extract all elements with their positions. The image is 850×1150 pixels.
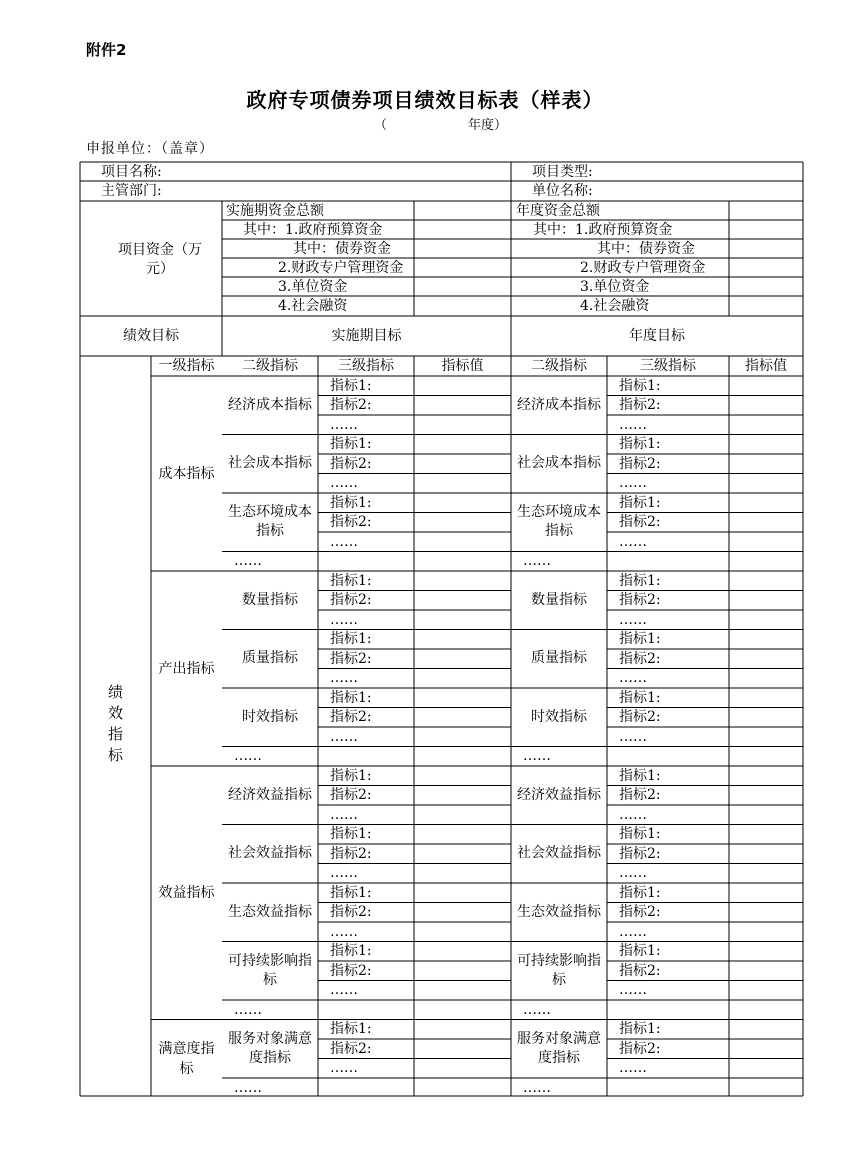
- annual-level3-header: 三级指标: [640, 357, 696, 374]
- ellipsis-cell: ……: [330, 982, 358, 999]
- annual-level2-cell: 经济效益指标: [517, 786, 601, 803]
- annual-level2-cell: 可持续影响指标: [517, 952, 601, 988]
- period-indicator-cell: 指标1:: [330, 1021, 372, 1038]
- period-level2-cell: 质量指标: [242, 650, 298, 667]
- year-open-paren: （: [374, 118, 388, 133]
- annual-indicator-cell: 指标1:: [619, 631, 661, 648]
- period-special-account-label: 2.财政专户管理资金: [278, 259, 404, 276]
- annual-indicator-cell: 指标2:: [619, 962, 661, 979]
- period-indicator-cell: 指标2:: [330, 650, 372, 667]
- project-type-label: 项目类型:: [532, 164, 593, 180]
- performance-indicators-label: 绩效指标: [106, 684, 124, 768]
- level1-cell: 效益指标: [158, 884, 215, 901]
- period-indicator-cell: 指标1:: [330, 884, 372, 901]
- annual-level2-cell: 服务对象满意度指标: [517, 1030, 601, 1066]
- period-level2-header: 二级指标: [242, 357, 298, 374]
- period-indicator-cell: 指标2:: [330, 455, 372, 472]
- reporting-unit-label: 申报单位：（盖章）: [86, 141, 214, 157]
- ellipsis-cell: ……: [619, 533, 647, 550]
- annual-indicator-cell: 指标2:: [619, 650, 661, 667]
- ellipsis-cell: ……: [619, 728, 647, 745]
- annual-level2-cell: 质量指标: [531, 650, 587, 667]
- period-indicator-cell: 指标2:: [330, 397, 372, 414]
- period-indicator-cell: 指标2:: [330, 962, 372, 979]
- ellipsis-cell: ……: [330, 533, 358, 550]
- period-level2-cell: 社会成本指标: [228, 455, 312, 472]
- annual-indicator-cell: 指标2:: [619, 709, 661, 726]
- period-group-ellipsis: ……: [234, 1079, 262, 1096]
- period-level2-cell: 生态效益指标: [228, 903, 312, 920]
- annual-indicator-cell: 指标2:: [619, 787, 661, 804]
- period-level2-cell: 生态环境成本指标: [228, 504, 312, 540]
- ellipsis-cell: ……: [330, 728, 358, 745]
- annual-indicator-cell: 指标1:: [619, 1021, 661, 1038]
- period-group-ellipsis: ……: [234, 748, 262, 765]
- period-indicator-cell: 指标1:: [330, 767, 372, 784]
- period-level2-cell: 数量指标: [242, 591, 298, 608]
- period-level2-cell: 可持续影响指标: [228, 952, 312, 988]
- ellipsis-cell: ……: [330, 611, 358, 628]
- period-indicator-cell: 指标1:: [330, 689, 372, 706]
- page-title: 政府专项债券项目绩效目标表（样表）: [246, 88, 604, 112]
- period-indicator-cell: 指标1:: [330, 377, 372, 394]
- dept-label: 主管部门:: [101, 183, 162, 199]
- period-fund-total-label: 实施期资金总额: [226, 202, 324, 219]
- annual-level2-cell: 生态效益指标: [517, 903, 601, 920]
- ellipsis-cell: ……: [330, 1060, 358, 1077]
- annual-indicator-cell: 指标1:: [619, 884, 661, 901]
- period-indicator-cell: 指标2:: [330, 514, 372, 531]
- annual-level2-cell: 社会效益指标: [517, 845, 601, 862]
- period-level2-cell: 时效指标: [242, 708, 298, 725]
- ellipsis-cell: ……: [619, 611, 647, 628]
- period-indicator-cell: 指标2:: [330, 845, 372, 862]
- annual-indicator-cell: 指标1:: [619, 826, 661, 843]
- annual-indicator-cell: 指标2:: [619, 1040, 661, 1057]
- annual-group-ellipsis: ……: [523, 748, 551, 765]
- period-indicator-cell: 指标1:: [330, 826, 372, 843]
- annual-indicator-cell: 指标2:: [619, 592, 661, 609]
- annual-special-account-label: 2.财政专户管理资金: [580, 259, 706, 276]
- ellipsis-cell: ……: [330, 475, 358, 492]
- level1-cell: 成本指标: [158, 465, 215, 482]
- annual-value-header: 指标值: [745, 357, 787, 374]
- period-indicator-cell: 指标1:: [330, 436, 372, 453]
- annual-fund-total-label: 年度资金总额: [516, 202, 600, 219]
- ellipsis-cell: ……: [330, 806, 358, 823]
- period-level2-cell: 经济成本指标: [228, 396, 312, 413]
- period-indicator-cell: 指标1:: [330, 943, 372, 960]
- period-value-header: 指标值: [441, 357, 484, 374]
- period-bond-fund-label: 其中：债券资金: [293, 240, 391, 257]
- annual-indicator-cell: 指标2:: [619, 904, 661, 921]
- annual-group-ellipsis: ……: [523, 1001, 551, 1018]
- annual-indicator-cell: 指标1:: [619, 689, 661, 706]
- unit-name-label: 单位名称:: [532, 183, 593, 199]
- ellipsis-cell: ……: [330, 670, 358, 687]
- annual-gov-budget-label: 其中：1.政府预算资金: [533, 221, 673, 238]
- period-social-financing-label: 4.社会融资: [278, 297, 348, 314]
- period-level3-header: 三级指标: [338, 357, 394, 374]
- period-goal-label: 实施期目标: [331, 327, 402, 344]
- period-indicator-cell: 指标2:: [330, 787, 372, 804]
- level1-header: 一级指标: [158, 357, 215, 374]
- annual-bond-fund-label: 其中：债券资金: [597, 240, 695, 257]
- attachment-label: 附件2: [86, 41, 127, 59]
- annual-unit-fund-label: 3.单位资金: [580, 278, 650, 295]
- period-indicator-cell: 指标1:: [330, 631, 372, 648]
- annual-indicator-cell: 指标1:: [619, 572, 661, 589]
- ellipsis-cell: ……: [330, 923, 358, 940]
- period-indicator-cell: 指标2:: [330, 1040, 372, 1057]
- project-name-label: 项目名称:: [101, 164, 162, 180]
- period-group-ellipsis: ……: [234, 553, 262, 570]
- ellipsis-cell: ……: [619, 982, 647, 999]
- annual-level2-cell: 时效指标: [531, 708, 587, 725]
- annual-indicator-cell: 指标1:: [619, 767, 661, 784]
- ellipsis-cell: ……: [330, 865, 358, 882]
- annual-indicator-cell: 指标1:: [619, 377, 661, 394]
- level1-cell: 产出指标: [158, 660, 215, 677]
- period-gov-budget-label: 其中：1.政府预算资金: [243, 221, 383, 238]
- project-funds-label: 项目资金（万元）: [118, 242, 202, 277]
- ellipsis-cell: ……: [619, 670, 647, 687]
- ellipsis-cell: ……: [619, 865, 647, 882]
- period-indicator-cell: 指标1:: [330, 572, 372, 589]
- period-indicator-cell: 指标2:: [330, 709, 372, 726]
- period-level2-cell: 社会效益指标: [228, 845, 312, 862]
- annual-level2-cell: 社会成本指标: [517, 455, 601, 472]
- period-level2-cell: 经济效益指标: [228, 786, 312, 803]
- annual-level2-cell: 数量指标: [531, 591, 587, 608]
- period-indicator-cell: 指标1:: [330, 494, 372, 511]
- level1-cell: 满意度指标: [158, 1040, 215, 1077]
- annual-indicator-cell: 指标2:: [619, 845, 661, 862]
- annual-level2-header: 二级指标: [531, 357, 587, 374]
- annual-level2-cell: 经济成本指标: [517, 396, 601, 413]
- annual-group-ellipsis: ……: [523, 553, 551, 570]
- ellipsis-cell: ……: [619, 475, 647, 492]
- annual-indicator-cell: 指标2:: [619, 397, 661, 414]
- period-indicator-cell: 指标2:: [330, 904, 372, 921]
- annual-level2-cell: 生态环境成本指标: [517, 504, 601, 540]
- ellipsis-cell: ……: [619, 806, 647, 823]
- annual-indicator-cell: 指标1:: [619, 494, 661, 511]
- annual-group-ellipsis: ……: [523, 1079, 551, 1096]
- annual-goal-label: 年度目标: [629, 327, 685, 344]
- ellipsis-cell: ……: [619, 416, 647, 433]
- period-group-ellipsis: ……: [234, 1001, 262, 1018]
- period-indicator-cell: 指标2:: [330, 592, 372, 609]
- period-unit-fund-label: 3.单位资金: [278, 278, 348, 295]
- period-level2-cell: 服务对象满意度指标: [228, 1030, 312, 1066]
- annual-social-financing-label: 4.社会融资: [580, 297, 650, 314]
- ellipsis-cell: ……: [619, 1060, 647, 1077]
- annual-indicator-cell: 指标2:: [619, 455, 661, 472]
- performance-goal-label: 绩效目标: [123, 327, 179, 344]
- annual-indicator-cell: 指标1:: [619, 436, 661, 453]
- ellipsis-cell: ……: [330, 416, 358, 433]
- annual-indicator-cell: 指标1:: [619, 943, 661, 960]
- annual-indicator-cell: 指标2:: [619, 514, 661, 531]
- year-label: 年度）: [468, 118, 508, 133]
- ellipsis-cell: ……: [619, 923, 647, 940]
